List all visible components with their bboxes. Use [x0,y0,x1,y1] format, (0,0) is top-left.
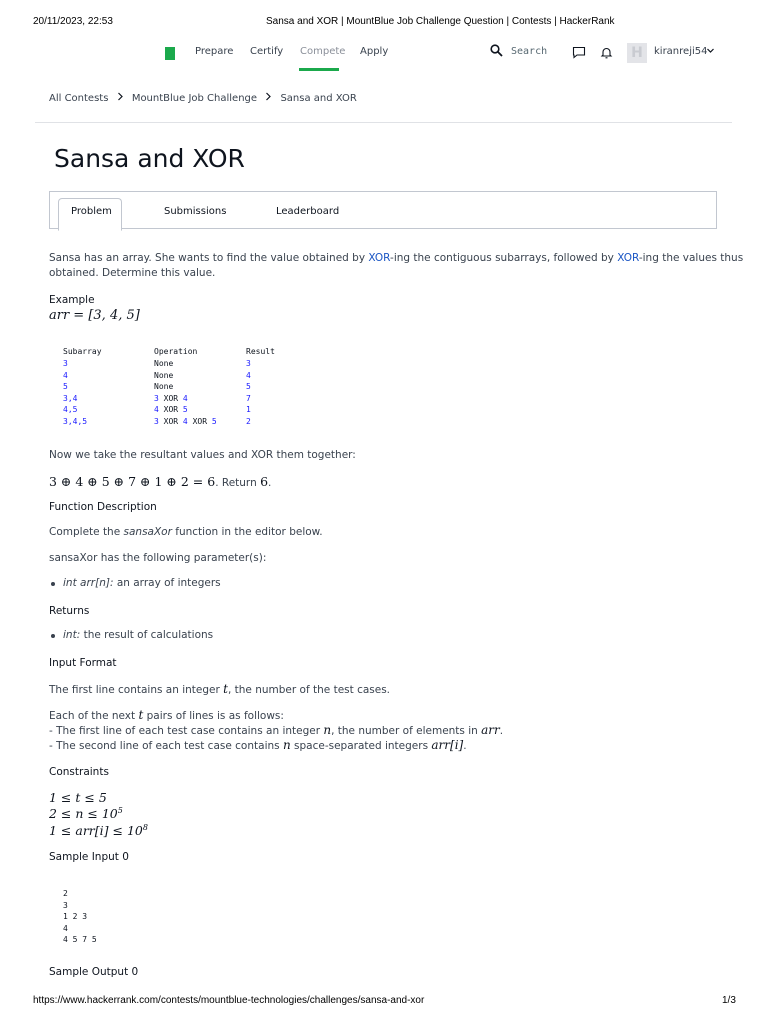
code-line: 4 [63,923,68,933]
username[interactable]: kiranreji54 [654,46,708,57]
table-cell: 4 [63,370,68,380]
intro-line-2: obtained. Determine this value. [49,267,216,279]
nav-apply[interactable]: Apply [360,46,389,57]
table-cell: 2 [246,416,251,426]
breadcrumb-contest[interactable]: MountBlue Job Challenge [131,92,258,104]
param-item: int arr[n]: an array of integers [63,577,221,589]
breadcrumb-challenge: Sansa and XOR [280,92,357,104]
table-cell: 5 [63,382,68,391]
xor-link[interactable]: XOR [617,252,639,264]
print-footer-url: https://www.hackerrank.com/contests/mountblue-technologies/challenges/sansa-and-xor [33,995,425,1006]
table-header-operation: Operation [154,347,198,356]
tab-problem[interactable]: Problem [71,206,112,217]
hackerrank-logo[interactable] [165,47,175,60]
code-line: 3 [63,900,68,910]
nav-prepare[interactable]: Prepare [195,46,234,57]
example-heading: Example [49,294,95,306]
active-nav-underline [299,68,339,71]
input-format-heading: Input Format [49,657,117,669]
table-cell: 1 [246,405,251,414]
print-page-title: Sansa and XOR | MountBlue Job Challenge Question | Contests | HackerRank [266,16,615,27]
table-cell-op: 3 XOR 4 [154,393,188,403]
table-cell: 4,5 [63,405,78,414]
table-cell: 4 [246,370,251,380]
xor-result-line: 3 ⊕ 4 ⊕ 5 ⊕ 7 ⊕ 1 ⊕ 2 = 6. Return 6. [49,474,272,489]
table-cell: None [154,370,174,380]
input-line-3: - The first line of each test case contains an integer n, the number of elements in arr. [49,723,504,737]
search-input[interactable]: Search [511,46,548,57]
tab-leaderboard[interactable]: Leaderboard [276,206,340,217]
params-text: sansaXor has the following parameter(s): [49,552,267,564]
returns-heading: Returns [49,605,90,617]
table-header-result: Result [246,347,275,356]
constraints-heading: Constraints [49,766,109,778]
nav-compete[interactable]: Compete [300,46,346,57]
table-cell-op: 3 XOR 4 XOR 5 [154,416,217,426]
breadcrumb [49,92,357,104]
code-line: 1 2 3 [63,912,88,921]
code-line: 4 5 7 5 [63,935,97,944]
constraint: $1 \le arr[i] \le 10^8$ [49,823,148,839]
bullet [51,634,55,638]
print-datetime: 20/11/2023, 22:53 [33,16,113,27]
table-cell: None [154,359,174,368]
divider [35,122,732,123]
sample-input-heading: Sample Input 0 [49,851,129,863]
table-cell: 5 [246,382,251,391]
resultant-text: Now we take the resultant values and XOR them together: [49,449,356,461]
chevron-down-icon[interactable] [706,46,715,58]
constraint: 1 ≤ t ≤ 5 [49,790,107,805]
print-page-number: 1/3 [722,995,736,1006]
sample-output-heading: Sample Output 0 [49,966,139,978]
bullet [51,582,55,586]
table-header-subarray: Subarray [63,347,102,356]
example-arr: arr = [3, 4, 5] [49,308,140,323]
xor-link[interactable]: XOR [368,252,391,264]
table-cell: 7 [246,393,251,403]
table-cell: 3 [246,359,251,368]
constraint: $2 \le n \le 10^5$ [49,806,123,822]
table-cell: 3 [63,359,68,368]
search-icon[interactable] [490,44,503,60]
avatar[interactable]: H [627,43,647,63]
page-title: Sansa and XOR [54,144,245,173]
tab-bar [49,191,717,229]
bell-icon[interactable] [600,46,613,62]
function-description-heading: Function Description [49,501,157,513]
nav-certify[interactable]: Certify [250,46,284,57]
chevron-right-icon [265,92,272,104]
table-cell-op: 4 XOR 5 [154,405,188,414]
tab-submissions[interactable]: Submissions [164,206,227,217]
input-line-4: - The second line of each test case contains n space-separated integers arr[i]. [49,738,467,752]
intro-line-1: Sansa has an array. She wants to find the value obtained by XOR-ing the contiguous subarrays, followed by XOR-ing the values thus [49,252,744,264]
breadcrumb-all-contests[interactable]: All Contests [49,92,109,104]
table-cell: 3,4,5 [63,416,88,426]
chat-icon[interactable] [572,46,586,62]
table-cell: 3,4 [63,393,78,403]
function-text: Complete the sansaXor function in the editor below. [49,526,323,538]
input-line-2: Each of the next t pairs of lines is as follows: [49,708,284,722]
table-cell: None [154,382,174,391]
input-line-1: The first line contains an integer t, the number of the test cases. [49,682,391,696]
chevron-right-icon [117,92,124,104]
returns-item: int: the result of calculations [63,629,214,641]
code-line: 2 [63,889,68,898]
